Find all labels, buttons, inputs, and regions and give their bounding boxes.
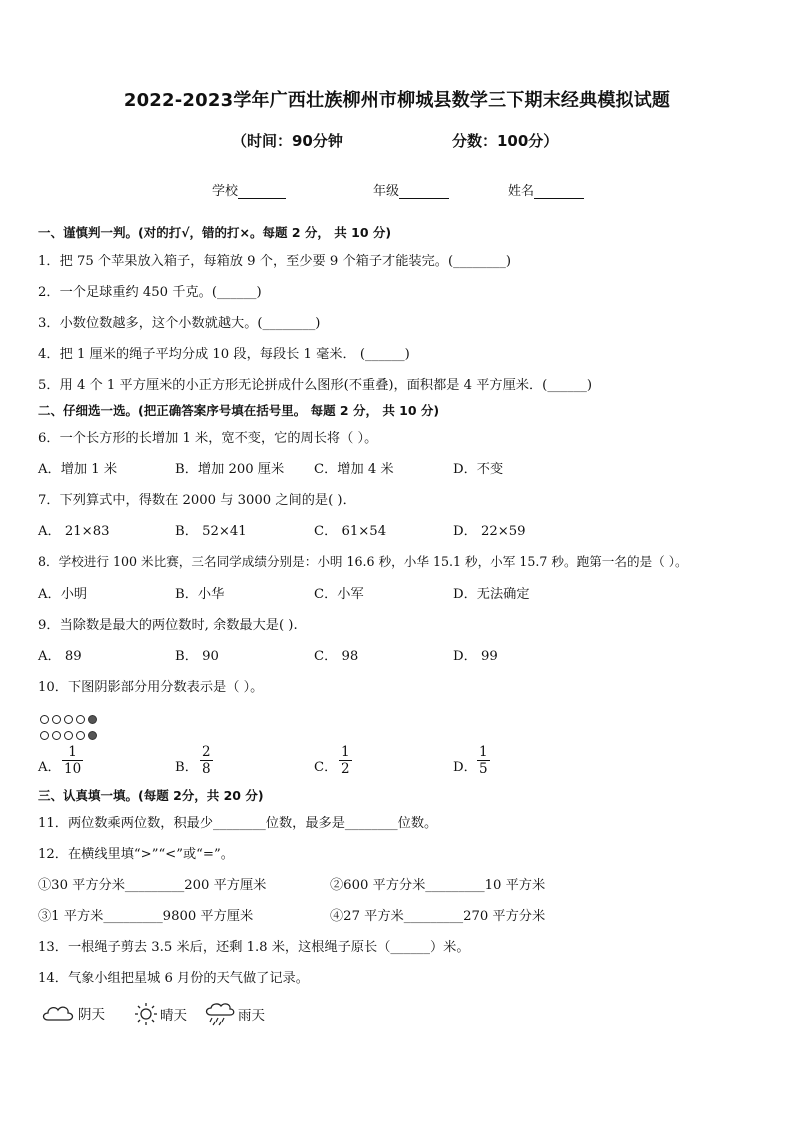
q12-item-2: ②600 平方分米_________10 平方米 <box>330 878 546 893</box>
question-12: 12．在横线里填“>”“<”或“=”。 <box>38 847 234 862</box>
fraction-numerator: 1 <box>341 744 350 760</box>
question-1: 1．把 75 个苹果放入箱子，每箱放 9 个，至少要 9 个箱子才能装完。(________) <box>38 254 512 269</box>
q12-item-1: ①30 平方分米_________200 平方厘米 <box>38 878 267 893</box>
question-3: 3．小数位数越多，这个小数就越大。(________) <box>38 316 321 331</box>
question-4: 4．把 1 厘米的绳子平均分成 10 段，每段长 1 毫米． (______) <box>38 347 410 362</box>
circle <box>76 715 85 724</box>
circle <box>40 715 49 724</box>
q10-option-d-fraction <box>477 744 490 777</box>
q10-option-d[interactable] <box>453 756 477 775</box>
legend-rainy <box>204 1002 265 1026</box>
q6-option-a[interactable]: A．增加 1 米 <box>38 462 118 477</box>
fraction-numerator: 1 <box>479 744 488 760</box>
q8-option-c[interactable]: C．小军 <box>314 587 364 602</box>
question-7: 7．下列算式中，得数在 2000 与 3000 之间的是( )． <box>38 493 356 508</box>
school-blank[interactable] <box>238 184 286 199</box>
fraction-denominator: 2 <box>341 761 350 777</box>
section1-heading: 一、谨慎判一判。(对的打√，错的打×。每题 2 分， 共 10 分) <box>38 225 392 240</box>
question-5: 5．用 4 个 1 平方厘米的小正方形无论拼成什么图形(不重叠)，面积都是 4 平方厘米．(______) <box>38 378 593 393</box>
q10-option-c[interactable] <box>314 756 337 775</box>
legend-sunny-label: 晴天 <box>160 1008 187 1024</box>
name-blank[interactable] <box>534 184 584 199</box>
question-9: 9．当除数是最大的两位数时, 余数最大是( ). <box>38 618 298 633</box>
exam-time: （时间：90分钟 <box>232 132 343 150</box>
q9-option-c[interactable]: C． 98 <box>314 649 359 664</box>
q6-option-c[interactable]: C．增加 4 米 <box>314 462 394 477</box>
q10-option-a-letter: A． <box>38 760 61 775</box>
fraction-denominator: 10 <box>64 761 82 777</box>
school-field <box>212 180 286 199</box>
q9-option-b[interactable]: B． 90 <box>175 649 219 664</box>
circle <box>52 731 61 740</box>
question-11: 11．两位数乘两位数，积最少________位数，最多是________位数。 <box>38 816 438 831</box>
school-label: 学校 <box>212 184 239 199</box>
page-title: 2022-2023学年广西壮族柳州市柳城县数学三下期末经典模拟试题 <box>123 90 671 111</box>
sun-icon <box>134 1002 158 1026</box>
q10-option-b[interactable] <box>175 756 198 775</box>
q7-option-c[interactable]: C． 61×54 <box>314 524 387 539</box>
shaded-circle <box>88 715 97 724</box>
q7-option-a[interactable]: A． 21×83 <box>38 524 110 539</box>
q6-option-d[interactable]: D．不变 <box>453 462 504 477</box>
circle <box>40 731 49 740</box>
section2-heading: 二、仔细选一选。(把正确答案序号填在括号里。 每题 2 分， 共 10 分) <box>38 403 440 418</box>
question-8: 8．学校进行 100 米比赛，三名同学成绩分别是：小明 16.6 秒，小华 15.1 秒，小军 15.7 秒。跑第一名的是（ ）。 <box>38 554 688 569</box>
fraction-denominator: 5 <box>479 761 488 777</box>
question-2: 2．一个足球重约 450 千克。(______) <box>38 285 262 300</box>
q9-option-a[interactable]: A． 89 <box>38 649 82 664</box>
circle <box>52 715 61 724</box>
question-10: 10．下图阴影部分用分数表示是（ ）。 <box>38 680 264 695</box>
legend-rainy-label: 雨天 <box>238 1008 265 1024</box>
legend-sunny <box>134 1002 187 1026</box>
fraction-numerator: 2 <box>202 744 211 760</box>
grade-field <box>373 180 449 199</box>
name-label: 姓名 <box>508 184 535 199</box>
q12-item-3: ③1 平方米_________9800 平方厘米 <box>38 909 254 924</box>
question-14: 14．气象小组把星城 6 月份的天气做了记录。 <box>38 971 309 986</box>
grade-blank[interactable] <box>399 184 449 199</box>
q10-option-b-fraction <box>200 744 213 777</box>
fraction-denominator: 8 <box>202 761 211 777</box>
q12-item-4: ④27 平方米_________270 平方分米 <box>330 909 546 924</box>
q8-option-d[interactable]: D．无法确定 <box>453 587 530 602</box>
q10-circles-row-2 <box>40 725 100 744</box>
question-13: 13．一根绳子剪去 3.5 米后，还剩 1.8 米，这根绳子原长（______）米。 <box>38 940 470 955</box>
grade-label: 年级 <box>373 184 400 199</box>
legend-cloudy <box>40 1002 105 1024</box>
q6-option-b[interactable]: B．增加 200 厘米 <box>175 462 285 477</box>
q10-option-d-letter: D． <box>453 760 477 775</box>
q7-option-d[interactable]: D． 22×59 <box>453 524 526 539</box>
q10-option-a-fraction <box>62 744 83 777</box>
shaded-circle <box>88 731 97 740</box>
section3-heading: 三、认真填一填。(每题 2分，共 20 分) <box>38 788 264 803</box>
q10-option-b-letter: B． <box>175 760 198 775</box>
q9-option-d[interactable]: D． 99 <box>453 649 498 664</box>
cloud-icon <box>40 1002 76 1024</box>
q8-option-a[interactable]: A．小明 <box>38 587 88 602</box>
question-6: 6．一个长方形的长增加 1 米，宽不变，它的周长将（ ）。 <box>38 431 378 446</box>
q10-option-c-fraction <box>339 744 352 777</box>
name-field <box>508 180 584 199</box>
circle <box>76 731 85 740</box>
q10-option-a[interactable] <box>38 756 61 775</box>
q7-option-b[interactable]: B． 52×41 <box>175 524 247 539</box>
circle <box>64 715 73 724</box>
rain-icon <box>204 1002 236 1026</box>
q10-option-c-letter: C． <box>314 760 338 775</box>
exam-score: 分数：100分） <box>452 132 559 150</box>
legend-cloudy-label: 阴天 <box>78 1007 105 1023</box>
fraction-numerator: 1 <box>68 744 77 760</box>
circle <box>64 731 73 740</box>
q8-option-b[interactable]: B．小华 <box>175 587 225 602</box>
